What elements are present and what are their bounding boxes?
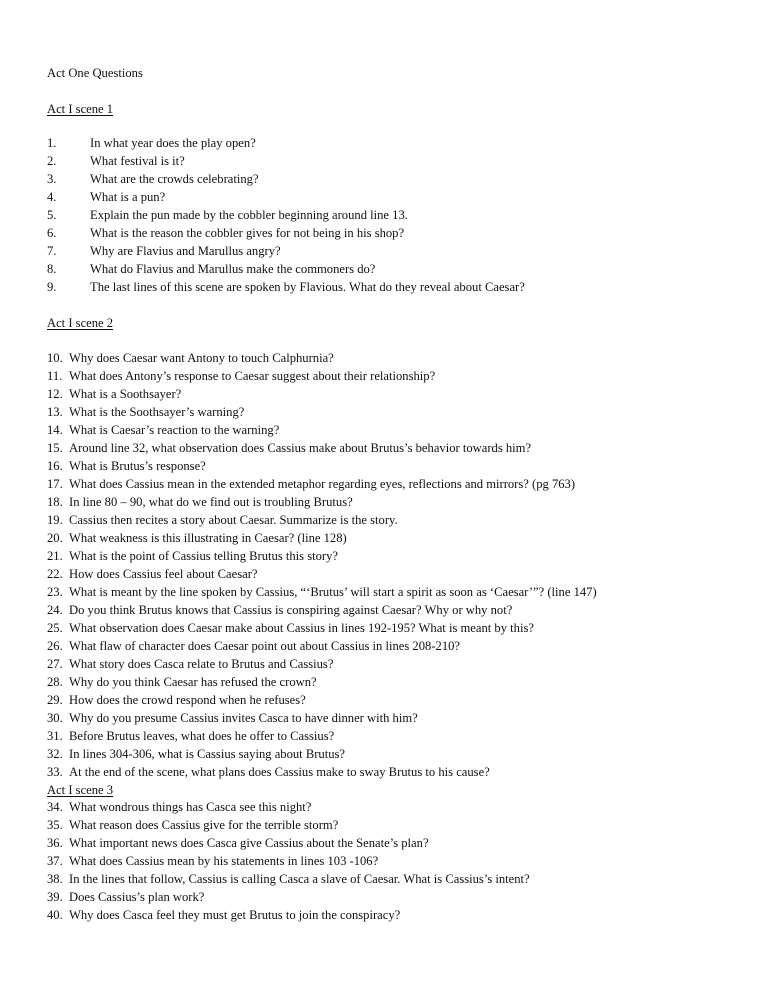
question-number: 38. — [47, 872, 63, 886]
question-text: What does Antony’s response to Caesar suggest about their relationship? — [69, 369, 436, 383]
question-number: 11. — [47, 369, 63, 383]
question-number: 18. — [47, 495, 63, 509]
question-text: What is Brutus’s response? — [69, 459, 206, 473]
question-number: 4. — [47, 190, 57, 204]
question-text: What wondrous things has Casca see this night? — [69, 800, 312, 814]
question-number: 39. — [47, 890, 63, 904]
question-number: 6. — [47, 226, 57, 240]
question-number: 22. — [47, 567, 63, 581]
question-number: 35. — [47, 818, 63, 832]
question-text: What is a Soothsayer? — [69, 387, 182, 401]
question-number: 13. — [47, 405, 63, 419]
question-text: What is Caesar’s reaction to the warning? — [69, 423, 280, 437]
question-text: What weakness is this illustrating in Caesar? (line 128) — [69, 531, 347, 545]
question-text: How does the crowd respond when he refuses? — [69, 693, 306, 707]
question-number: 36. — [47, 836, 63, 850]
question-number: 21. — [47, 549, 63, 563]
question-text: What is a pun? — [90, 190, 166, 204]
question-text: At the end of the scene, what plans does Cassius make to sway Brutus to his cause? — [69, 765, 490, 779]
question-number: 29. — [47, 693, 63, 707]
question-number: 32. — [47, 747, 63, 761]
question-text: How does Cassius feel about Caesar? — [69, 567, 258, 581]
question-text: Why do you presume Cassius invites Casca to have dinner with him? — [69, 711, 418, 725]
question-text: Why do you think Caesar has refused the crown? — [69, 675, 317, 689]
question-number: 25. — [47, 621, 63, 635]
question-number: 40. — [47, 908, 63, 922]
question-number: 28. — [47, 675, 63, 689]
question-text: Does Cassius’s plan work? — [69, 890, 205, 904]
question-text: What is the point of Cassius telling Brutus this story? — [69, 549, 339, 563]
page-title: Act One Questions — [47, 66, 143, 80]
question-text: Explain the pun made by the cobbler beginning around line 13. — [90, 208, 408, 222]
question-number: 1. — [47, 136, 57, 150]
question-number: 17. — [47, 477, 63, 491]
question-number: 14. — [47, 423, 63, 437]
question-text: In lines 304-306, what is Cassius saying about Brutus? — [69, 747, 345, 761]
question-number: 16. — [47, 459, 63, 473]
section-heading-scene-2: Act I scene 2 — [47, 316, 114, 330]
question-number: 26. — [47, 639, 63, 653]
question-text: What flaw of character does Caesar point out about Cassius in lines 208-210? — [69, 639, 460, 653]
question-text: What does Cassius mean by his statements in lines 103 -106? — [69, 854, 379, 868]
question-text: What is meant by the line spoken by Cassius, “‘Brutus’ will start a spirit as soon as ‘Caesar’”? (line 147) — [69, 585, 597, 599]
question-text: What story does Casca relate to Brutus and Cassius? — [69, 657, 334, 671]
question-text: What is the Soothsayer’s warning? — [69, 405, 245, 419]
question-number: 2. — [47, 154, 57, 168]
question-number: 7. — [47, 244, 57, 258]
question-number: 33. — [47, 765, 63, 779]
question-text: Why does Casca feel they must get Brutus to join the conspiracy? — [69, 908, 401, 922]
question-text: In line 80 – 90, what do we find out is troubling Brutus? — [69, 495, 353, 509]
section-heading-scene-1: Act I scene 1 — [47, 102, 114, 116]
question-text: In what year does the play open? — [90, 136, 256, 150]
question-number: 15. — [47, 441, 63, 455]
question-number: 12. — [47, 387, 63, 401]
question-number: 20. — [47, 531, 63, 545]
question-text: What reason does Cassius give for the terrible storm? — [69, 818, 339, 832]
question-number: 8. — [47, 262, 57, 276]
question-number: 37. — [47, 854, 63, 868]
question-number: 10. — [47, 351, 63, 365]
section-heading-scene-3: Act I scene 3 — [47, 783, 114, 797]
question-number: 27. — [47, 657, 63, 671]
question-number: 34. — [47, 800, 63, 814]
question-number: 31. — [47, 729, 63, 743]
question-text: What is the reason the cobbler gives for not being in his shop? — [90, 226, 405, 240]
question-number: 23. — [47, 585, 63, 599]
question-text: Around line 32, what observation does Cassius make about Brutus’s behavior towards him? — [69, 441, 532, 455]
question-text: What do Flavius and Marullus make the commoners do? — [90, 262, 376, 276]
question-text: What important news does Casca give Cassius about the Senate’s plan? — [69, 836, 429, 850]
question-number: 30. — [47, 711, 63, 725]
question-text: What observation does Caesar make about Cassius in lines 192-195? What is meant by this? — [69, 621, 534, 635]
question-text: What festival is it? — [90, 154, 185, 168]
question-number: 24. — [47, 603, 63, 617]
question-number: 9. — [47, 280, 57, 294]
question-text: Why are Flavius and Marullus angry? — [90, 244, 281, 258]
question-text: In the lines that follow, Cassius is calling Casca a slave of Caesar. What is Cassius’s intent? — [69, 872, 530, 886]
question-number: 5. — [47, 208, 57, 222]
question-text: Do you think Brutus knows that Cassius is conspiring against Caesar? Why or why not? — [69, 603, 513, 617]
question-text: The last lines of this scene are spoken by Flavious. What do they reveal about Caesar? — [90, 280, 525, 294]
question-text: What does Cassius mean in the extended metaphor regarding eyes, reflections and mirrors? (pg 763) — [69, 477, 576, 491]
question-text: What are the crowds celebrating? — [90, 172, 259, 186]
question-number: 19. — [47, 513, 63, 527]
question-text: Why does Caesar want Antony to touch Calphurnia? — [69, 351, 334, 365]
question-text: Before Brutus leaves, what does he offer to Cassius? — [69, 729, 335, 743]
question-number: 3. — [47, 172, 57, 186]
question-text: Cassius then recites a story about Caesar. Summarize is the story. — [69, 513, 398, 527]
